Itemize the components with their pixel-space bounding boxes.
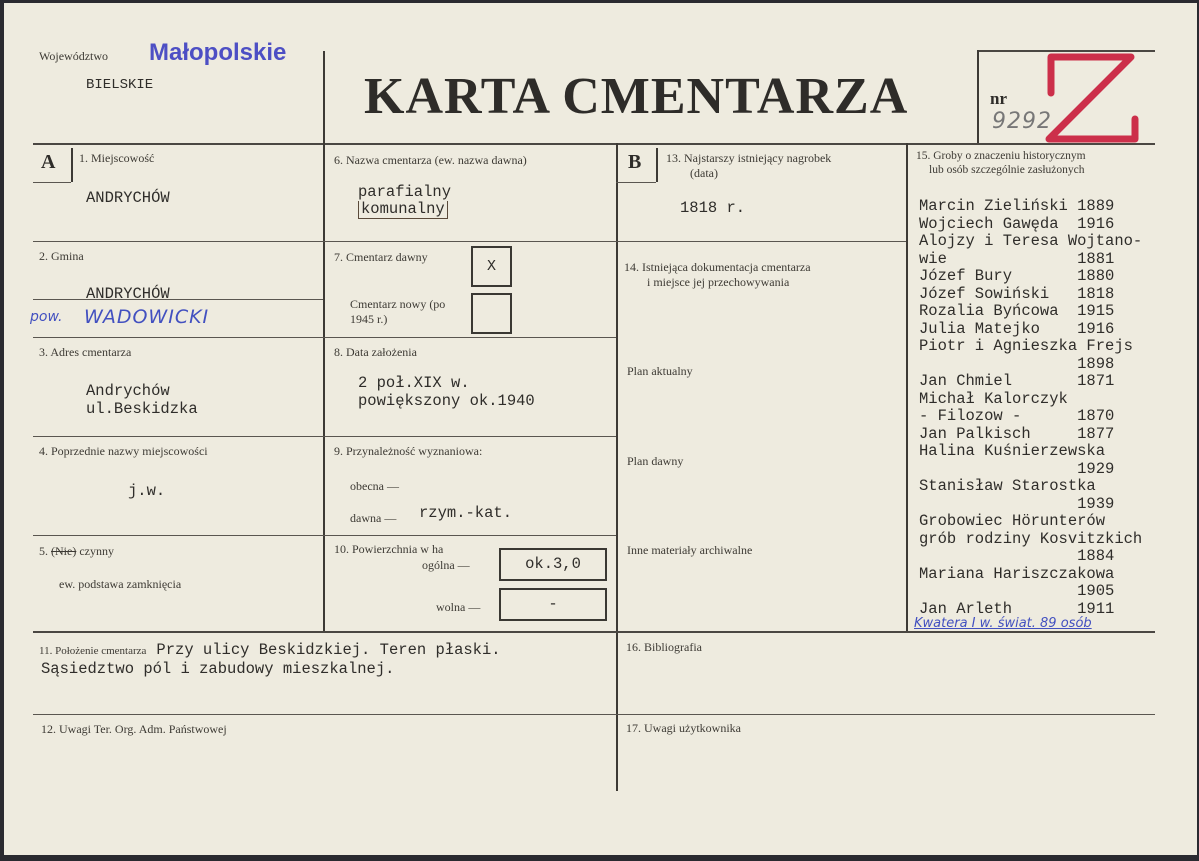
bottom-band-mid-line bbox=[33, 714, 1155, 715]
cemetery-card bbox=[4, 3, 1197, 855]
field-15-handwritten-note: Kwatera I w. świat. 89 osób bbox=[914, 616, 1092, 631]
field-7-old-checkbox[interactable] bbox=[471, 246, 512, 287]
number-handwritten: 9292 bbox=[992, 109, 1052, 134]
row-line bbox=[323, 337, 616, 338]
grave-line: Józef Bury 1880 bbox=[919, 267, 1115, 285]
field-10-total-value: ok.3,0 bbox=[525, 555, 581, 573]
field-10-free-label: wolna — bbox=[436, 600, 481, 614]
field-12-label: 12. Uwagi Ter. Org. Adm. Państwowej bbox=[41, 722, 227, 736]
header-divider bbox=[323, 51, 325, 143]
grave-line: Wojciech Gawęda 1916 bbox=[919, 214, 1115, 233]
grave-line: Rozalia Byńcowa 1915 bbox=[919, 302, 1115, 320]
field-11-value-line2: Sąsiedztwo pól i zabudowy mieszkalnej. bbox=[41, 660, 395, 678]
field-11-value-line1: Przy ulicy Beskidzkiej. Teren płaski. bbox=[156, 641, 501, 659]
field-13-sublabel: (data) bbox=[690, 166, 718, 180]
grid-top-line bbox=[33, 143, 1155, 145]
row-line bbox=[33, 241, 323, 242]
row-line bbox=[323, 241, 616, 242]
row-line bbox=[323, 535, 616, 536]
voivodeship-label: Województwo bbox=[39, 49, 109, 63]
grave-line: grób rodziny Kosvitzkich bbox=[919, 529, 1143, 548]
field-3-value-line2: ul.Beskidzka bbox=[86, 400, 198, 418]
grave-line: 1905 bbox=[919, 582, 1115, 600]
field-9-label: 9. Przynależność wyznaniowa: bbox=[334, 444, 483, 458]
number-box-left bbox=[977, 50, 979, 143]
plan-current-label: Plan aktualny bbox=[627, 364, 693, 378]
section-a-box-bottom bbox=[33, 182, 71, 183]
number-label: nr bbox=[990, 89, 1007, 108]
field-8-value-line2: powiększony ok.1940 bbox=[358, 392, 535, 410]
field-11-label: 11. Położenie cmentarza bbox=[39, 645, 147, 657]
field-9-current-label: obecna — bbox=[350, 479, 399, 493]
field-4-label: 4. Poprzednie nazwy miejscowości bbox=[39, 444, 208, 458]
grave-line: Jan Palkisch 1877 bbox=[919, 424, 1115, 443]
grave-line: 1929 bbox=[919, 459, 1115, 478]
grave-line: 1898 bbox=[919, 354, 1115, 373]
grave-line: Józef Sowiński 1818 bbox=[919, 284, 1115, 303]
field-8-value-line1: 2 poł.XIX w. bbox=[358, 374, 470, 392]
field-7-new-checkbox[interactable] bbox=[471, 293, 512, 334]
field-15-label: 15. Groby o znaczeniu historycznym bbox=[916, 150, 1086, 162]
grave-line: Alojzy i Teresa Wojtano- bbox=[919, 232, 1143, 250]
row-line bbox=[33, 337, 323, 338]
field-10-total-label: ogólna — bbox=[422, 558, 470, 572]
grave-line: Jan Arleth 1911 bbox=[919, 599, 1115, 618]
field-17-label: 17. Uwagi użytkownika bbox=[626, 721, 741, 735]
field-1-label: 1. Miejscowość bbox=[79, 151, 155, 165]
field-7-old-check-mark: X bbox=[486, 258, 496, 275]
field-7-new-label: Cmentarz nowy (po 1945 r.) bbox=[350, 297, 446, 326]
grave-line: Grobowiec Hörunterów bbox=[919, 512, 1106, 530]
field-6-value-line2: komunalny bbox=[358, 201, 448, 219]
field-10-free-input[interactable] bbox=[499, 588, 607, 621]
plan-old-label: Plan dawny bbox=[627, 454, 684, 468]
section-b-box-bottom bbox=[616, 182, 656, 183]
page-title: KARTA CMENTARZA bbox=[364, 68, 909, 125]
field-2-handwritten-value: WADOWICKI bbox=[84, 306, 210, 328]
bottom-band-top-line bbox=[33, 631, 1155, 633]
field-3-value-line1: Andrychów bbox=[86, 382, 170, 400]
field-14-label: 14. Istniejąca dokumentacja cmentarza bbox=[624, 260, 811, 274]
grave-line: Mariana Hariszczakowa bbox=[919, 564, 1115, 583]
grave-line: wie 1881 bbox=[919, 249, 1115, 268]
field-5-sublabel: ew. podstawa zamknięcia bbox=[59, 577, 182, 591]
field-10-total-input[interactable] bbox=[499, 548, 607, 581]
col-divider-1 bbox=[323, 143, 325, 631]
voivodeship-typed: BIELSKIE bbox=[86, 77, 154, 93]
field-9-former-label: dawna — bbox=[350, 511, 397, 525]
field-5-label: 5. (Nie) czynny bbox=[39, 544, 114, 558]
field-6-label: 6. Nazwa cmentarza (ew. nazwa dawna) bbox=[334, 153, 527, 167]
field-16-label: 16. Bibliografia bbox=[626, 640, 702, 654]
section-b-letter: B bbox=[628, 151, 642, 173]
grave-line: Michał Kalorczyk bbox=[919, 389, 1068, 408]
row-line bbox=[323, 436, 616, 437]
grave-line: 1884 bbox=[919, 547, 1115, 565]
field-10-label: 10. Powierzchnia w ha bbox=[334, 542, 444, 556]
grave-line: - Filozow - 1870 bbox=[919, 407, 1115, 425]
field-1-value: ANDRYCHÓW bbox=[86, 189, 170, 207]
row-line bbox=[33, 299, 323, 300]
field-3-label: 3. Adres cmentarza bbox=[39, 345, 132, 359]
field-6-value-line1: parafialny bbox=[358, 183, 452, 201]
section-a-box-right bbox=[71, 148, 73, 182]
grave-line: 1939 bbox=[919, 494, 1115, 513]
field-10-free-value: - bbox=[548, 595, 558, 613]
voivodeship-stamp: Małopolskie bbox=[149, 39, 287, 66]
grave-line: Julia Matejko 1916 bbox=[919, 319, 1115, 338]
field-13-label: 13. Najstarszy istniejący nagrobek bbox=[666, 151, 832, 165]
row-line bbox=[616, 241, 906, 242]
field-13-value: 1818 r. bbox=[680, 199, 746, 217]
grave-line: Jan Chmiel 1871 bbox=[919, 372, 1115, 390]
grave-line: Marcin Zieliński 1889 bbox=[919, 197, 1115, 215]
grave-line: Stanisław Starostka bbox=[919, 477, 1096, 495]
field-7-old-label: 7. Cmentarz dawny bbox=[334, 250, 428, 264]
field-2-value: ANDRYCHÓW bbox=[86, 285, 170, 303]
row-line bbox=[33, 436, 323, 437]
field-8-label: 8. Data założenia bbox=[334, 345, 417, 359]
red-z-mark-icon bbox=[1039, 51, 1149, 147]
section-a-letter: A bbox=[41, 151, 56, 173]
grave-line: Piotr i Agnieszka Frejs bbox=[919, 337, 1133, 355]
field-15-sublabel: lub osób szczególnie zasłużonych bbox=[929, 164, 1085, 176]
grave-line: Halina Kuśnierzewska bbox=[919, 442, 1106, 460]
field-14-sublabel: i miejsce jej przechowywania bbox=[647, 275, 790, 289]
field-2-handwritten-prefix: pow. bbox=[30, 309, 63, 325]
graves-list bbox=[919, 198, 1142, 618]
row-line bbox=[33, 535, 323, 536]
field-9-former-value: rzym.-kat. bbox=[419, 504, 513, 522]
section-b-box-right bbox=[656, 148, 658, 182]
col-divider-3 bbox=[906, 143, 908, 631]
field-11 bbox=[39, 641, 501, 660]
other-materials-label: Inne materiały archiwalne bbox=[627, 543, 753, 557]
field-4-value: j.w. bbox=[128, 482, 166, 500]
field-2-label: 2. Gmina bbox=[39, 249, 84, 263]
